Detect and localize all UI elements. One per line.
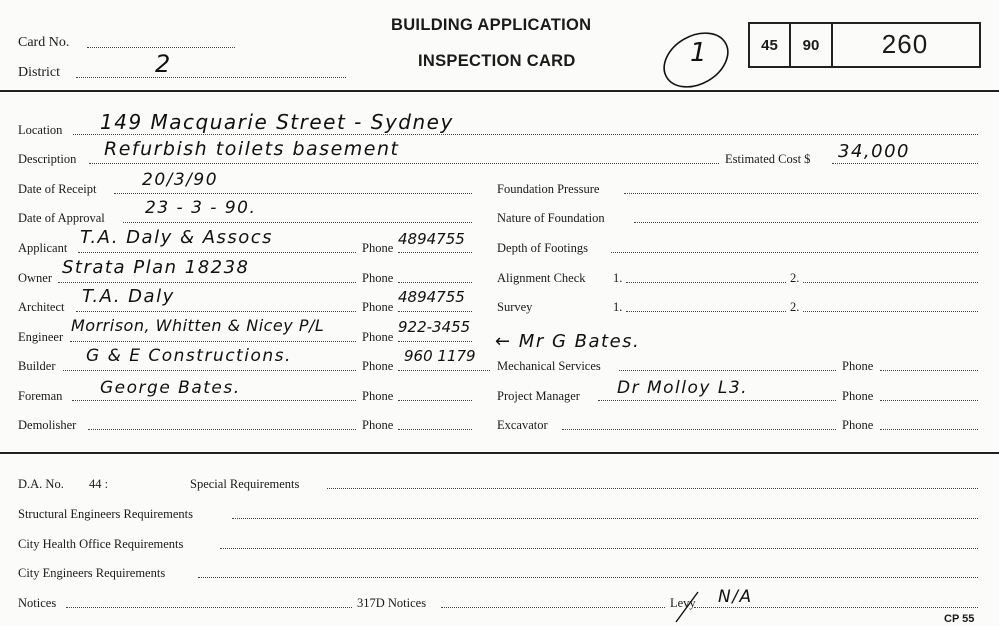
engineer-phone-value: 922-3455 [398,318,471,336]
architect-label: Architect [18,300,65,314]
applicant-value: T.A. Daly & Assocs [80,227,274,248]
depth-of-footings-line [611,252,978,253]
ref-code-1: 45 [761,37,778,54]
date-of-receipt-label: Date of Receipt [18,182,97,196]
estimated-cost-value: 34,000 [838,141,910,162]
district-label: District [18,65,60,80]
nature-of-foundation-label: Nature of Foundation [497,211,605,225]
date-of-approval-label: Date of Approval [18,211,105,225]
excavator-label: Excavator [497,418,548,432]
date-of-approval-value: 23 - 3 - 90. [145,198,257,218]
demolisher-line [88,429,356,430]
applicant-phone-value: 4894755 [398,230,465,248]
foreman-line [72,400,356,401]
engineer-value: Morrison, Whitten & Nicey P/L [71,316,325,335]
title-line-2: INSPECTION CARD [418,52,576,70]
engineer-phone-label: Phone [362,330,394,344]
builder-value: G & E Constructions. [86,346,292,366]
special-requirements-line [327,488,978,489]
engineer-label: Engineer [18,330,64,344]
header-divider [0,90,999,92]
applicant-label: Applicant [18,241,68,255]
circled-mark-value: 1 [690,38,709,68]
mechanical-services-phone-label: Phone [842,359,874,373]
builder-phone-label: Phone [362,359,394,373]
demolisher-phone-label: Phone [362,418,394,432]
excavator-phone-line [880,429,978,430]
estimated-cost-line [832,163,978,164]
form-code: CP 55 [944,613,975,625]
levy-value: N/A [718,587,753,607]
structural-requirements-label: Structural Engineers Requirements [18,507,193,521]
owner-value: Strata Plan 18238 [62,257,250,278]
district-line [76,77,346,78]
da-no-label: D.A. No. [18,477,64,491]
applicant-line [78,252,356,253]
date-of-receipt-line [114,193,472,194]
alignment-check-line-2 [803,282,978,283]
alignment-check-label: Alignment Check [497,271,586,285]
description-line [89,163,719,164]
excavator-phone-label: Phone [842,418,874,432]
demolisher-label: Demolisher [18,418,77,432]
ref-number: 260 [881,29,929,59]
card-no-line [87,47,235,48]
ref-code-2: 90 [802,37,820,54]
city-engineers-requirements-label: City Engineers Requirements [18,566,166,580]
survey-line-1 [626,311,786,312]
mechanical-services-label: Mechanical Services [497,359,601,373]
location-line [73,134,978,135]
demolisher-phone-line [398,429,472,430]
nature-of-foundation-line [634,222,978,223]
survey-num-1: 1. [613,300,623,314]
handwritten-annotation: ← Mr G Bates. [495,331,641,352]
architect-line [76,311,356,312]
notices-317d-label: 317D Notices [357,596,427,610]
mechanical-services-phone-line [880,370,978,371]
city-engineers-requirements-line [198,577,978,578]
builder-line [63,370,356,371]
engineer-line [70,341,356,342]
notices-line [66,607,352,608]
architect-value: T.A. Daly [82,286,175,307]
excavator-line [562,429,836,430]
alignment-check-num-1: 1. [613,271,623,285]
da-no-value: 44 : [89,477,109,491]
alignment-check-num-2: 2. [790,271,800,285]
project-manager-phone-line [880,400,978,401]
levy-line [694,607,978,608]
description-value: Refurbish toilets basement [104,138,400,160]
city-health-requirements-line [220,548,978,549]
builder-phone-line [398,370,490,371]
applicant-phone-label: Phone [362,241,394,255]
foundation-pressure-label: Foundation Pressure [497,182,600,196]
project-manager-value: Dr Molloy L3. [617,378,749,398]
district-value: 2 [155,50,172,78]
builder-label: Builder [18,359,56,373]
alignment-check-line-1 [626,282,786,283]
foreman-phone-label: Phone [362,389,394,403]
date-of-receipt-value: 20/3/90 [142,170,219,190]
city-health-requirements-label: City Health Office Requirements [18,537,184,551]
card-no-label: Card No. [18,35,70,50]
foreman-label: Foreman [18,389,63,403]
survey-label: Survey [497,300,533,314]
notices-label: Notices [18,596,57,610]
owner-phone-label: Phone [362,271,394,285]
foreman-phone-line [398,400,472,401]
depth-of-footings-label: Depth of Footings [497,241,588,255]
special-requirements-label: Special Requirements [190,477,300,491]
location-value: 149 Macquarie Street - Sydney [100,110,454,134]
structural-requirements-line [232,518,978,519]
foreman-value: George Bates. [100,378,241,398]
owner-label: Owner [18,271,53,285]
owner-phone-line [398,282,472,283]
date-of-approval-line [123,222,472,223]
bottom-section-divider [0,452,999,454]
notices-317d-line [441,607,665,608]
foundation-pressure-line [624,193,978,194]
title-line-1: BUILDING APPLICATION [391,16,592,34]
levy-label: Levy [670,596,696,610]
project-manager-label: Project Manager [497,389,580,403]
architect-phone-line [398,311,472,312]
engineer-phone-line [398,341,472,342]
levy-strike-icon [672,590,702,624]
applicant-phone-line [398,252,472,253]
builder-phone-value: 960 1179 [404,347,476,365]
architect-phone-label: Phone [362,300,394,314]
description-label: Description [18,152,77,166]
project-manager-phone-label: Phone [842,389,874,403]
estimated-cost-label: Estimated Cost $ [725,152,811,166]
project-manager-line [598,400,836,401]
survey-num-2: 2. [790,300,800,314]
owner-line [58,282,356,283]
location-label: Location [18,123,63,137]
mechanical-services-line [619,370,836,371]
survey-line-2 [803,311,978,312]
architect-phone-value: 4894755 [398,288,465,306]
